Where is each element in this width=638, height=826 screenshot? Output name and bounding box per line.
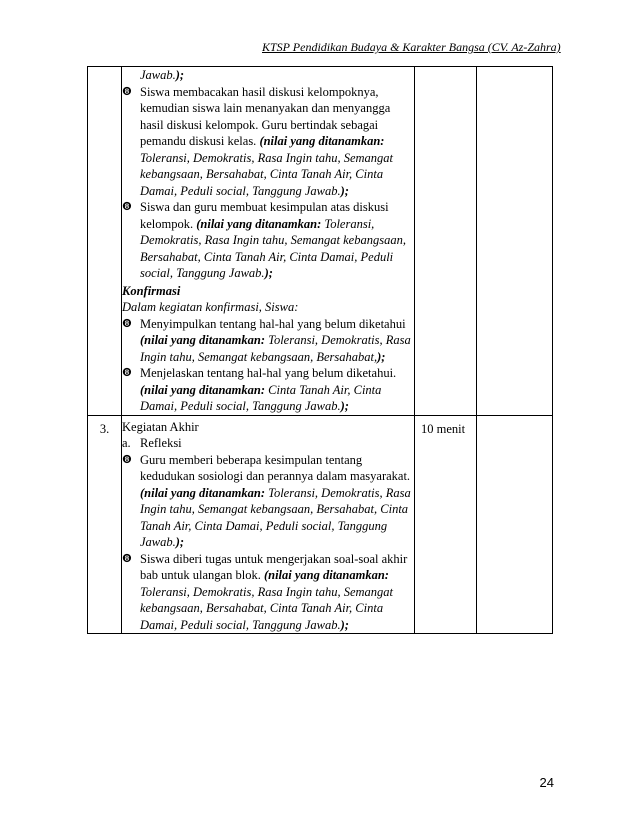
page-number: 24 (539, 775, 554, 790)
bullet-icon: ❽ (122, 452, 132, 466)
bullet-icon: ❽ (122, 316, 132, 330)
table-row (88, 67, 553, 416)
continuation-line: Jawab.); (140, 68, 185, 82)
list-item: ❽ Guru memberi beberapa kesimpulan tentang kedudukan sosiologi dan perannya dalam masyarakat. (nilai yang ditanamkan: Toleransi, Demokratis, Rasa Ingin tahu, Semangat kebangsaan, Bersahabat, Cinta Tanah Air, Cinta Damai, Peduli social, Tanggung Jawab.); (122, 452, 411, 549)
duration-cell (415, 67, 477, 416)
list-item: ❽ Menjelaskan tentang hal-hal yang belum diketahui. (nilai yang ditanamkan: Cinta Tanah Air, Cinta Damai, Peduli social, Tanggung Jawab.); (122, 366, 397, 413)
activity-heading: Kegiatan Akhir (122, 419, 199, 434)
page-header: KTSP Pendidikan Budaya & Karakter Bangsa (CV. Az-Zahra) (262, 40, 561, 54)
activity-cell (122, 67, 415, 416)
row-number: 3. (88, 415, 122, 634)
list-item: ❽ Siswa dan guru membuat kesimpulan atas diskusi kelompok. (nilai yang ditanamkan: Toleransi, Demokratis, Rasa Ingin tahu, Semangat kebangsaan, Bersahabat, Cinta Tanah Air, Cinta Damai, Peduli social, Tanggung Jawab.); (122, 200, 406, 280)
bullet-icon: ❽ (122, 366, 132, 379)
sub-heading: a. Refleksi (122, 436, 182, 450)
section-title: Konfirmasi (122, 283, 181, 298)
list-item: ❽ Siswa membacakan hasil diskusi kelompoknya, kemudian siswa lain menanyakan dan menyangga hasil diskusi kelompok. Guru bertindak sebagai pemandu diskusi kelas. (nilai yang ditanamkan: Toleransi, Demokratis, Rasa Ingin tahu, Semangat kebangsaan, Bersahabat, Cinta Tanah Air, Cinta Damai, Peduli social, Tanggung Jawab.); (122, 84, 394, 198)
bullet-icon: ❽ (122, 551, 132, 565)
section-intro: Dalam kegiatan konfirmasi, Siswa: (122, 300, 299, 314)
activity-cell (122, 415, 415, 634)
notes-cell (477, 67, 553, 416)
lesson-activity-table (87, 66, 553, 634)
notes-cell (477, 415, 553, 634)
list-item: ❽ Menyimpulkan tentang hal-hal yang belum diketahui (nilai yang ditanamkan: Toleransi, Demokratis, Rasa Ingin tahu, Semangat kebangsaan, Bersahabat,); (122, 316, 411, 364)
list-item: ❽ Siswa diberi tugas untuk mengerjakan soal-soal akhir bab untuk ulangan blok. (nilai yang ditanamkan: Toleransi, Demokratis, Rasa Ingin tahu, Semangat kebangsaan, Bersahabat, Cinta Tanah Air, Cinta Damai, Peduli social, Tanggung Jawab.); (122, 551, 408, 632)
number-cell (88, 67, 122, 416)
table-row (88, 415, 553, 634)
bullet-icon: ❽ (122, 84, 132, 98)
bullet-icon: ❽ (122, 200, 132, 213)
duration-cell: 10 menit (415, 415, 477, 634)
